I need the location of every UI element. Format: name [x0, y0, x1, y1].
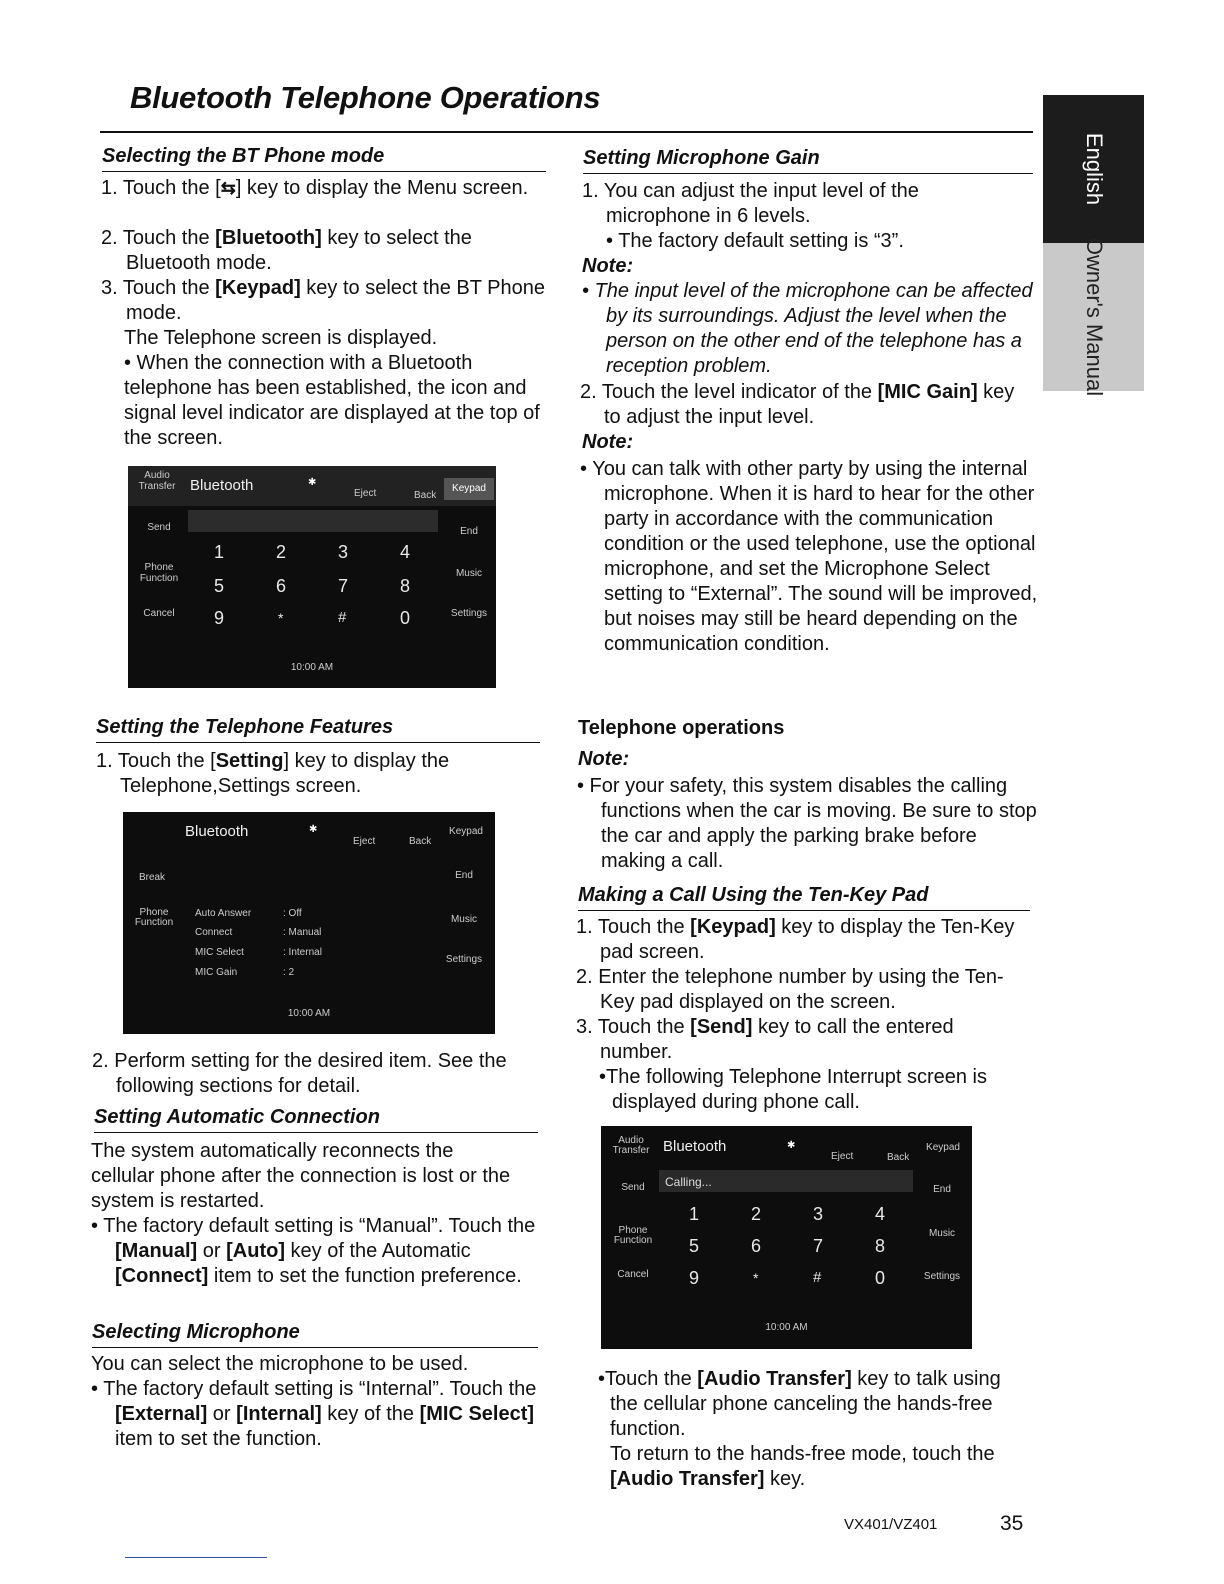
cancel-button[interactable]: Cancel — [617, 1269, 649, 1280]
page-title: Bluetooth Telephone Operations — [130, 80, 601, 115]
auto-connection-text: The system automatically reconnects the cellular phone after the connection is lost or the system is restarted. — [91, 1140, 511, 1212]
return-handsfree: To return to the hands-free mode, touch the [Audio Transfer] key. — [610, 1443, 995, 1490]
ten-key-step-2: 2. Enter the telephone number by using the Ten-Key pad displayed on the screen. — [576, 966, 1004, 1013]
bluetooth-icon: ✱ — [308, 477, 317, 488]
section-selecting-microphone: Selecting Microphone — [92, 1321, 538, 1348]
eject-button[interactable]: Eject — [831, 1151, 854, 1162]
title-rule — [100, 131, 1033, 133]
settings-screen — [123, 812, 495, 1034]
key-6[interactable]: 6 — [751, 1236, 762, 1256]
key-4[interactable]: 4 — [400, 542, 411, 562]
page-number: 35 — [1000, 1512, 1024, 1535]
row-label[interactable]: MIC Select — [195, 947, 244, 958]
bluetooth-icon: ✱ — [309, 824, 318, 835]
break-button[interactable]: Break — [138, 872, 166, 883]
bluetooth-icon: ✱ — [787, 1140, 796, 1151]
section-auto-connection: Setting Automatic Connection — [94, 1106, 538, 1133]
row-label[interactable]: Auto Answer — [195, 908, 252, 919]
key-8[interactable]: 8 — [875, 1236, 886, 1256]
keypad-button[interactable]: Keypad — [449, 826, 483, 837]
row-value[interactable]: : 2 — [283, 967, 295, 978]
ten-key-bullet: •The following Telephone Interrupt screen is displayed during phone call. — [599, 1066, 987, 1113]
key-5[interactable]: 5 — [689, 1236, 700, 1256]
key-9[interactable]: 9 — [214, 608, 225, 628]
end-button[interactable]: End — [933, 1184, 951, 1195]
key-star[interactable]: * — [278, 610, 284, 626]
auto-connection-bullet: • The factory default setting is “Manual”. Touch the [Manual] or [Auto] key of the Automatic [Connect] item to set the function preference. — [91, 1215, 536, 1287]
music-button[interactable]: Music — [450, 914, 478, 925]
row-value[interactable]: : Internal — [283, 947, 322, 958]
eject-button[interactable]: Eject — [353, 836, 376, 847]
clock: 10:00 AM — [287, 1008, 331, 1019]
music-button[interactable]: Music — [928, 1228, 956, 1239]
settings-button[interactable]: Settings — [445, 954, 483, 965]
key-9[interactable]: 9 — [689, 1268, 700, 1288]
language-tab: English — [1043, 95, 1144, 243]
note-label: Note: — [578, 748, 630, 770]
telephone-screen — [128, 466, 496, 688]
mic-gain-default: • The factory default setting is “3”. — [606, 230, 904, 252]
phone-function-button[interactable]: Phone Function — [139, 562, 179, 584]
settings-button[interactable]: Settings — [923, 1271, 961, 1282]
keypad-button[interactable]: Keypad — [444, 478, 494, 500]
note-label: Note: — [582, 431, 634, 453]
key-2[interactable]: 2 — [751, 1204, 762, 1224]
screen-title: Bluetooth — [663, 1138, 727, 1155]
audio-transfer-button[interactable]: Audio Transfer — [612, 1135, 650, 1156]
audio-transfer-bullet: •Touch the [Audio Transfer] key to talk using the cellular phone canceling the hands-free function. — [598, 1368, 1001, 1440]
row-value[interactable]: : Manual — [283, 927, 322, 938]
manual-tab: Owner's Manual — [1043, 243, 1144, 391]
features-step-2: 2. Perform setting for the desired item. See the following sections for detail. — [92, 1050, 507, 1097]
key-4[interactable]: 4 — [875, 1204, 886, 1224]
end-button[interactable]: End — [460, 526, 478, 537]
clock: 10:00 AM — [765, 1322, 808, 1333]
cancel-button[interactable]: Cancel — [143, 608, 175, 619]
row-label[interactable]: Connect — [195, 927, 233, 938]
back-button[interactable]: Back — [887, 1152, 910, 1163]
microphone-text: You can select the microphone to be used. — [91, 1353, 469, 1375]
mic-gain-step-1: 1. You can adjust the input level of the microphone in 6 levels. — [582, 180, 919, 227]
section-telephone-features: Setting the Telephone Features — [96, 716, 540, 743]
send-button[interactable]: Send — [621, 1182, 645, 1193]
key-8[interactable]: 8 — [400, 576, 411, 596]
key-7[interactable]: 7 — [338, 576, 349, 596]
phone-function-button[interactable]: Phone Function — [613, 1225, 653, 1246]
row-value[interactable]: : Off — [283, 908, 302, 919]
settings-button[interactable]: Settings — [450, 608, 488, 619]
model-number: VX401/VZ401 — [844, 1516, 938, 1533]
screen-title: Bluetooth — [185, 823, 249, 840]
key-2[interactable]: 2 — [276, 542, 287, 562]
end-button[interactable]: End — [455, 870, 473, 881]
section-mic-gain: Setting Microphone Gain — [583, 147, 1033, 174]
key-hash[interactable]: # — [813, 1269, 822, 1286]
audio-transfer-button[interactable]: Audio Transfer — [138, 470, 176, 492]
calling-status: Calling... — [665, 1175, 712, 1189]
note-internal-mic: • You can talk with other party by using the internal microphone. When it is hard to hear for the other party in accordance with the communication condition or the used telephone, use the optional microphone, and set the Microphone Select setting to “External”. The sound will be improved, but noises may still be heard depending on the communication condition. — [580, 458, 1038, 655]
note-safety: • For your safety, this system disables the calling functions when the car is moving. Be sure to stop the car and apply the parking brake before making a call. — [577, 775, 1037, 872]
key-star[interactable]: * — [753, 1270, 759, 1286]
key-7[interactable]: 7 — [813, 1236, 824, 1256]
key-1[interactable]: 1 — [214, 542, 225, 562]
keypad-button[interactable]: Keypad — [926, 1142, 960, 1153]
key-6[interactable]: 6 — [276, 576, 287, 596]
key-1[interactable]: 1 — [689, 1204, 700, 1224]
key-3[interactable]: 3 — [338, 542, 349, 562]
send-button[interactable]: Send — [147, 522, 171, 533]
key-hash[interactable]: # — [338, 609, 347, 626]
back-button[interactable]: Back — [414, 490, 437, 501]
eject-button[interactable]: Eject — [354, 488, 377, 499]
note-label: Note: — [582, 255, 634, 277]
row-label[interactable]: MIC Gain — [195, 967, 238, 978]
ten-key-step-1: 1. Touch the [Keypad] key to display the Ten-Key pad screen. — [576, 916, 1015, 963]
step-2: 2. Touch the [Bluetooth] key to select the Bluetooth mode. — [101, 227, 472, 274]
clock: 10:00 AM — [290, 662, 334, 673]
section-telephone-operations: Telephone operations — [578, 717, 785, 739]
back-button[interactable]: Back — [409, 836, 432, 847]
features-step-1: 1. Touch the [Setting] key to display the Telephone,Settings screen. — [96, 750, 450, 797]
step-3-bullet: • When the connection with a Bluetooth telephone has been established, the icon and signal level indicator are displayed at the top of the screen. — [124, 352, 540, 449]
number-display — [188, 510, 438, 532]
section-bt-phone-mode: Selecting the BT Phone mode — [102, 145, 546, 172]
mic-gain-step-2: 2. Touch the level indicator of the [MIC Gain] key to adjust the input level. — [580, 381, 1015, 428]
music-button[interactable]: Music — [455, 568, 483, 579]
microphone-bullet: • The factory default setting is “Internal”. Touch the [External] or [Internal] key of the [MIC Select] item to set the function. — [91, 1378, 537, 1450]
phone-function-button[interactable]: Phone Function — [134, 907, 174, 928]
key-3[interactable]: 3 — [813, 1204, 824, 1224]
interrupt-screen — [601, 1126, 972, 1349]
key-0[interactable]: 0 — [875, 1268, 886, 1288]
note-mic-level: • The input level of the microphone can be affected by its surroundings. Adjust the level when the person on the other end of the telephone has a reception problem. — [582, 280, 1033, 377]
screen-title: Bluetooth — [190, 477, 254, 494]
footer-line — [125, 1557, 267, 1558]
ten-key-step-3: 3. Touch the [Send] key to call the entered number. — [576, 1016, 954, 1063]
step-1: 1. Touch the [⇆] key to display the Menu screen. — [101, 177, 529, 199]
step-3-result: The Telephone screen is displayed. — [124, 327, 438, 349]
step-3: 3. Touch the [Keypad] key to select the BT Phone mode. — [101, 277, 545, 324]
section-ten-key: Making a Call Using the Ten-Key Pad — [578, 884, 1030, 911]
key-0[interactable]: 0 — [400, 608, 411, 628]
key-5[interactable]: 5 — [214, 576, 225, 596]
